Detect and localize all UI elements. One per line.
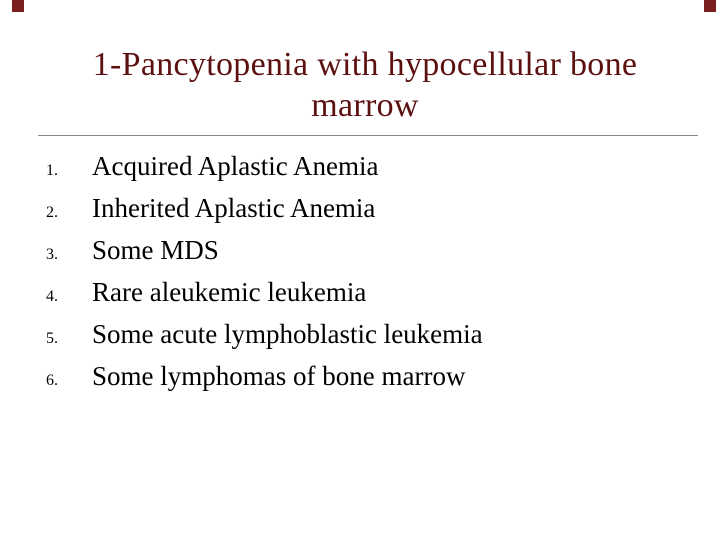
title-divider — [38, 135, 698, 136]
list-item-text: Inherited Aplastic Anemia — [92, 193, 376, 223]
list-item-text: Some MDS — [92, 235, 219, 265]
list-item-number: 1. — [46, 162, 58, 179]
list-item — [0, 234, 728, 276]
list-item-text: Acquired Aplastic Anemia — [92, 151, 379, 181]
list-item — [0, 150, 728, 192]
corner-square-right — [704, 0, 716, 12]
list-item-number: 6. — [46, 372, 58, 389]
list-item-number: 2. — [46, 204, 58, 221]
list-item — [0, 192, 728, 234]
list-item — [0, 276, 728, 318]
list-item-text: Some lymphomas of bone marrow — [92, 361, 466, 391]
corner-square-left — [12, 0, 24, 12]
slide-title-line-1: 1-Pancytopenia with hypocellular bone — [92, 46, 638, 83]
numbered-list — [0, 150, 728, 402]
slide-title-line-2: marrow — [311, 87, 419, 124]
list-item-number: 4. — [46, 288, 58, 305]
list-item-text: Rare aleukemic leukemia — [92, 277, 367, 307]
list-item-text: Some acute lymphoblastic leukemia — [92, 319, 483, 349]
list-item-number: 3. — [46, 246, 58, 263]
list-item — [0, 360, 728, 402]
list-item — [0, 318, 728, 360]
list-item-number: 5. — [46, 330, 58, 347]
slide-title — [34, 44, 696, 126]
